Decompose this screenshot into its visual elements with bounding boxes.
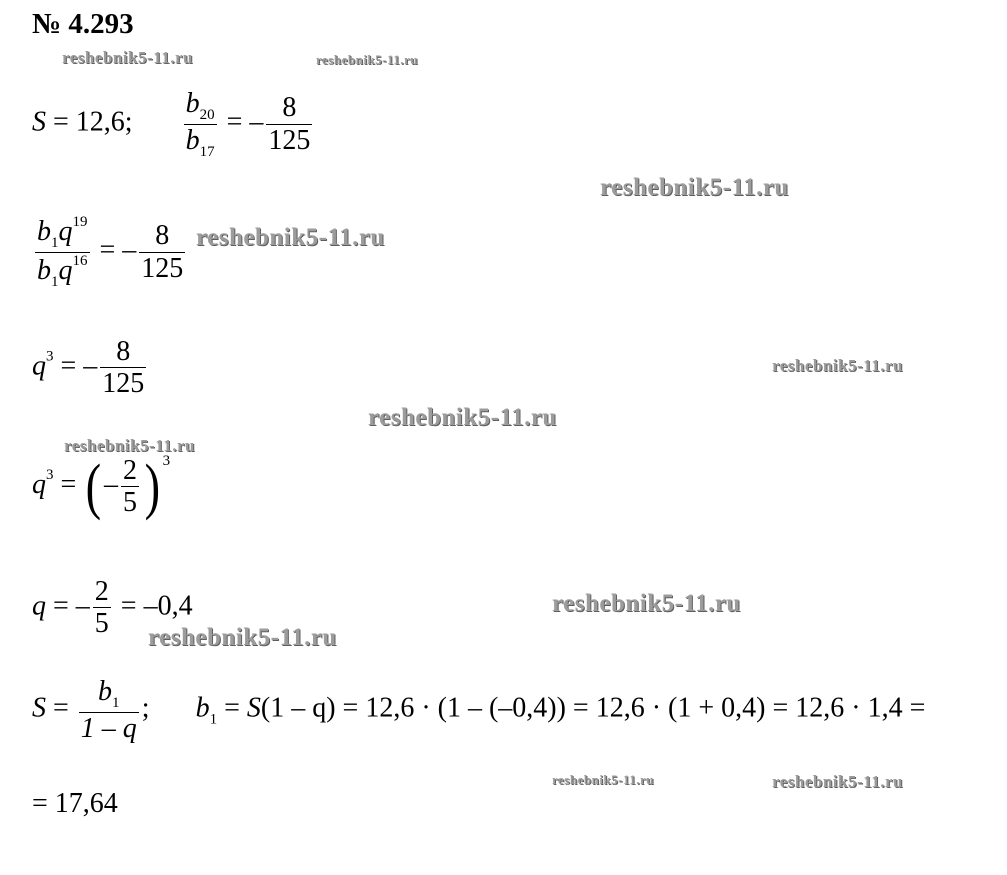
formula-line-5 — [32, 576, 193, 640]
q-symbol: q — [32, 350, 46, 382]
b-symbol: b — [195, 692, 210, 724]
q-symbol: q — [32, 469, 46, 500]
b-symbol: b — [37, 254, 51, 286]
exponent: 19 — [72, 214, 88, 230]
numerator: 2 — [122, 454, 137, 486]
ratio-b1q19-b1q16 — [35, 214, 90, 291]
semicolon: ; — [141, 692, 150, 724]
b-symbol: b — [98, 676, 113, 707]
watermark: reshebnik5-11.ru — [552, 772, 655, 787]
fraction — [266, 92, 312, 156]
watermark: reshebnik5-11.ru — [148, 624, 337, 651]
numerator: 8 — [266, 92, 312, 124]
formula-line-1 — [32, 88, 315, 161]
watermark: reshebnik5-11.ru — [552, 590, 741, 617]
watermark: reshebnik5-11.ru — [772, 356, 903, 375]
numerator: 8 — [139, 220, 185, 252]
problem-number: № 4.293 — [32, 8, 134, 40]
equals-minus: = – — [46, 590, 90, 622]
fraction — [93, 576, 111, 640]
exponent: 3 — [46, 348, 54, 365]
b1-expression: (1 – q) = 12,6 · (1 – (–0,4)) = 12,6 · (1 + 0,4) = 12,6 · 1,4 = — [260, 692, 926, 724]
subscript: 1 — [112, 695, 120, 711]
watermark: reshebnik5-11.ru — [772, 772, 903, 791]
numerator: 2 — [94, 576, 109, 607]
watermark: reshebnik5-11.ru — [196, 224, 385, 251]
subscript: 1 — [51, 273, 59, 290]
formula-line-4 — [32, 452, 171, 521]
subscript: 20 — [199, 107, 215, 123]
watermark: reshebnik5-11.ru — [600, 174, 789, 201]
q-symbol: q — [58, 216, 73, 247]
b-symbol: b — [185, 124, 200, 156]
denominator: 125 — [141, 252, 184, 284]
equals: = — [46, 692, 76, 724]
formula-line-7: = 17,64 — [32, 788, 118, 819]
denominator: 125 — [268, 124, 311, 156]
symbol-s: S — [246, 692, 261, 724]
fraction — [100, 336, 146, 400]
formula-line-3 — [32, 336, 149, 400]
s-value: = 12,6; — [46, 106, 133, 138]
exponent: 3 — [46, 467, 54, 483]
fraction — [121, 455, 139, 519]
watermark: reshebnik5-11.ru — [368, 404, 557, 431]
watermark: reshebnik5-11.ru — [316, 52, 419, 67]
subscript: 17 — [199, 143, 215, 160]
exponent: 16 — [72, 252, 88, 269]
denominator: 5 — [122, 487, 137, 519]
q-result: = –0,4 — [113, 590, 193, 622]
formula-line-6 — [32, 676, 925, 744]
close-paren: ) — [144, 452, 161, 521]
equals-minus: = – — [92, 234, 137, 266]
watermark: reshebnik5-11.ru — [62, 48, 193, 67]
ratio-b20-b17 — [184, 88, 217, 161]
numerator: 8 — [100, 336, 146, 368]
symbol-s: S — [32, 692, 46, 724]
equals-minus: = – — [53, 350, 98, 382]
q-symbol: q — [32, 590, 46, 622]
open-paren: ( — [85, 452, 102, 521]
sum-formula-fraction — [79, 676, 139, 744]
minus-sign: – — [103, 469, 118, 500]
fraction — [139, 220, 185, 284]
denominator: 5 — [94, 608, 109, 640]
equals: = — [217, 692, 247, 724]
equals: = — [53, 469, 84, 500]
denominator: 1 – q — [80, 712, 137, 744]
subscript: 1 — [51, 235, 59, 251]
subscript: 1 — [209, 711, 218, 728]
b-symbol: b — [185, 88, 200, 119]
denominator: 125 — [102, 368, 145, 400]
equals-minus: = – — [219, 106, 264, 138]
b-symbol: b — [37, 216, 51, 247]
watermark: reshebnik5-11.ru — [64, 436, 195, 455]
formula-line-2 — [32, 214, 188, 291]
symbol-s: S — [32, 106, 46, 138]
q-symbol: q — [58, 254, 73, 286]
exponent: 3 — [162, 453, 171, 469]
